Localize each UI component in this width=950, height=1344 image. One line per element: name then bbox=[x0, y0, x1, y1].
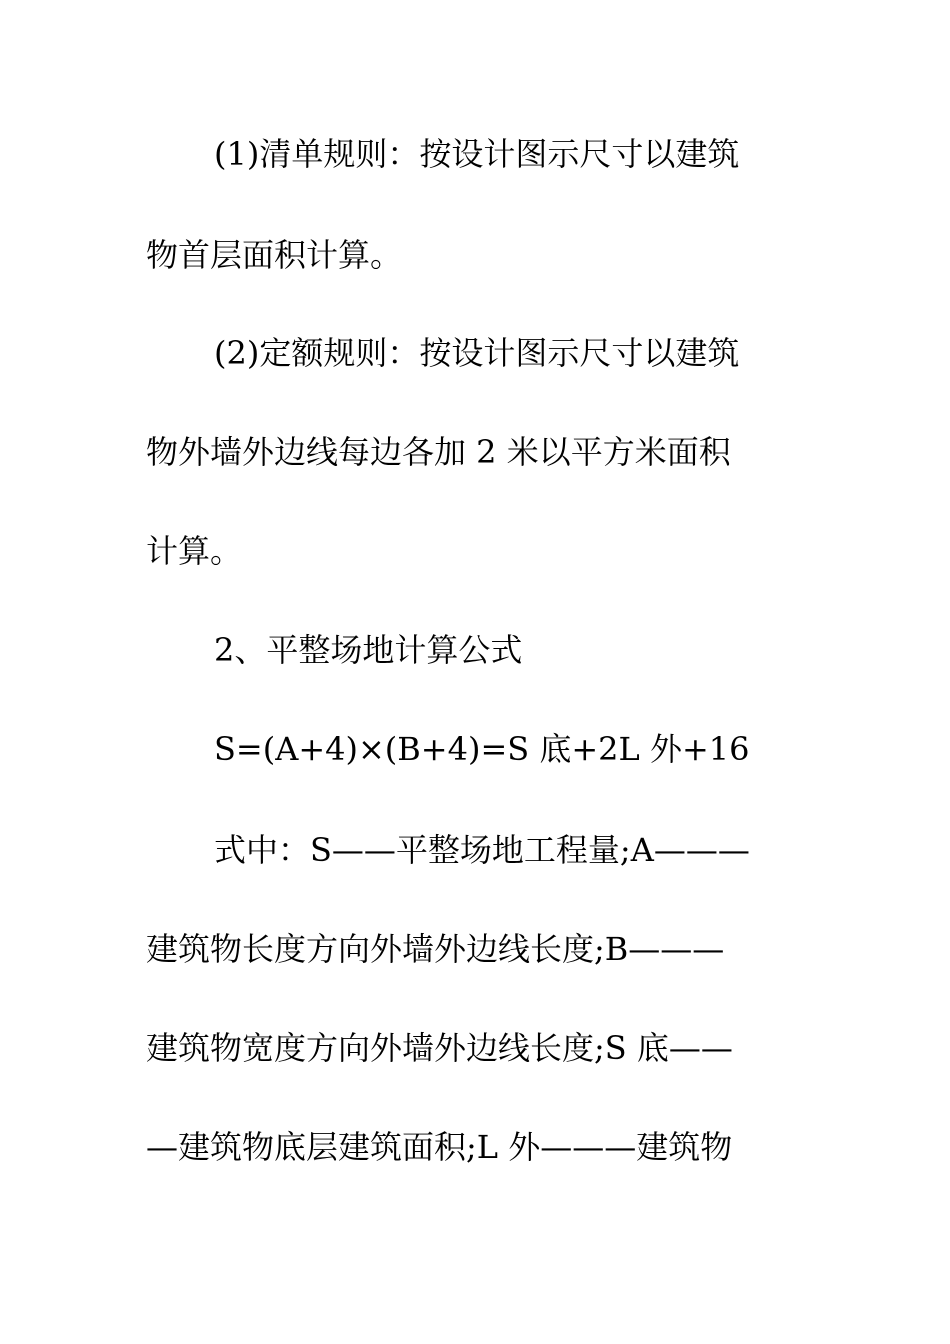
text-line-definitions-3: 建筑物宽度方向外墙外边线长度;S 底—— bbox=[146, 1029, 733, 1067]
text-line-rule-2: (2)定额规则：按设计图示尺寸以建筑 bbox=[214, 334, 740, 372]
text-line-definitions: 式中：S——平整场地工程量;A——— bbox=[214, 831, 750, 869]
text-line-rule-1: (1)清单规则：按设计图示尺寸以建筑 bbox=[214, 135, 740, 173]
text-line-rule-2-end: 计算。 bbox=[146, 532, 243, 570]
text-line-definitions-4: —建筑物底层建筑面积;L 外———建筑物 bbox=[146, 1128, 733, 1166]
formula-line: S=(A+4)×(B+4)=S 底+2L 外+16 bbox=[214, 730, 750, 768]
text-line-definitions-2: 建筑物长度方向外墙外边线长度;B——— bbox=[146, 930, 725, 968]
section-heading: 2、平整场地计算公式 bbox=[214, 631, 523, 669]
text-line-rule-2-cont: 物外墙外边线每边各加 2 米以平方米面积 bbox=[146, 433, 731, 471]
text-line-rule-1-cont: 物首层面积计算。 bbox=[146, 236, 403, 274]
